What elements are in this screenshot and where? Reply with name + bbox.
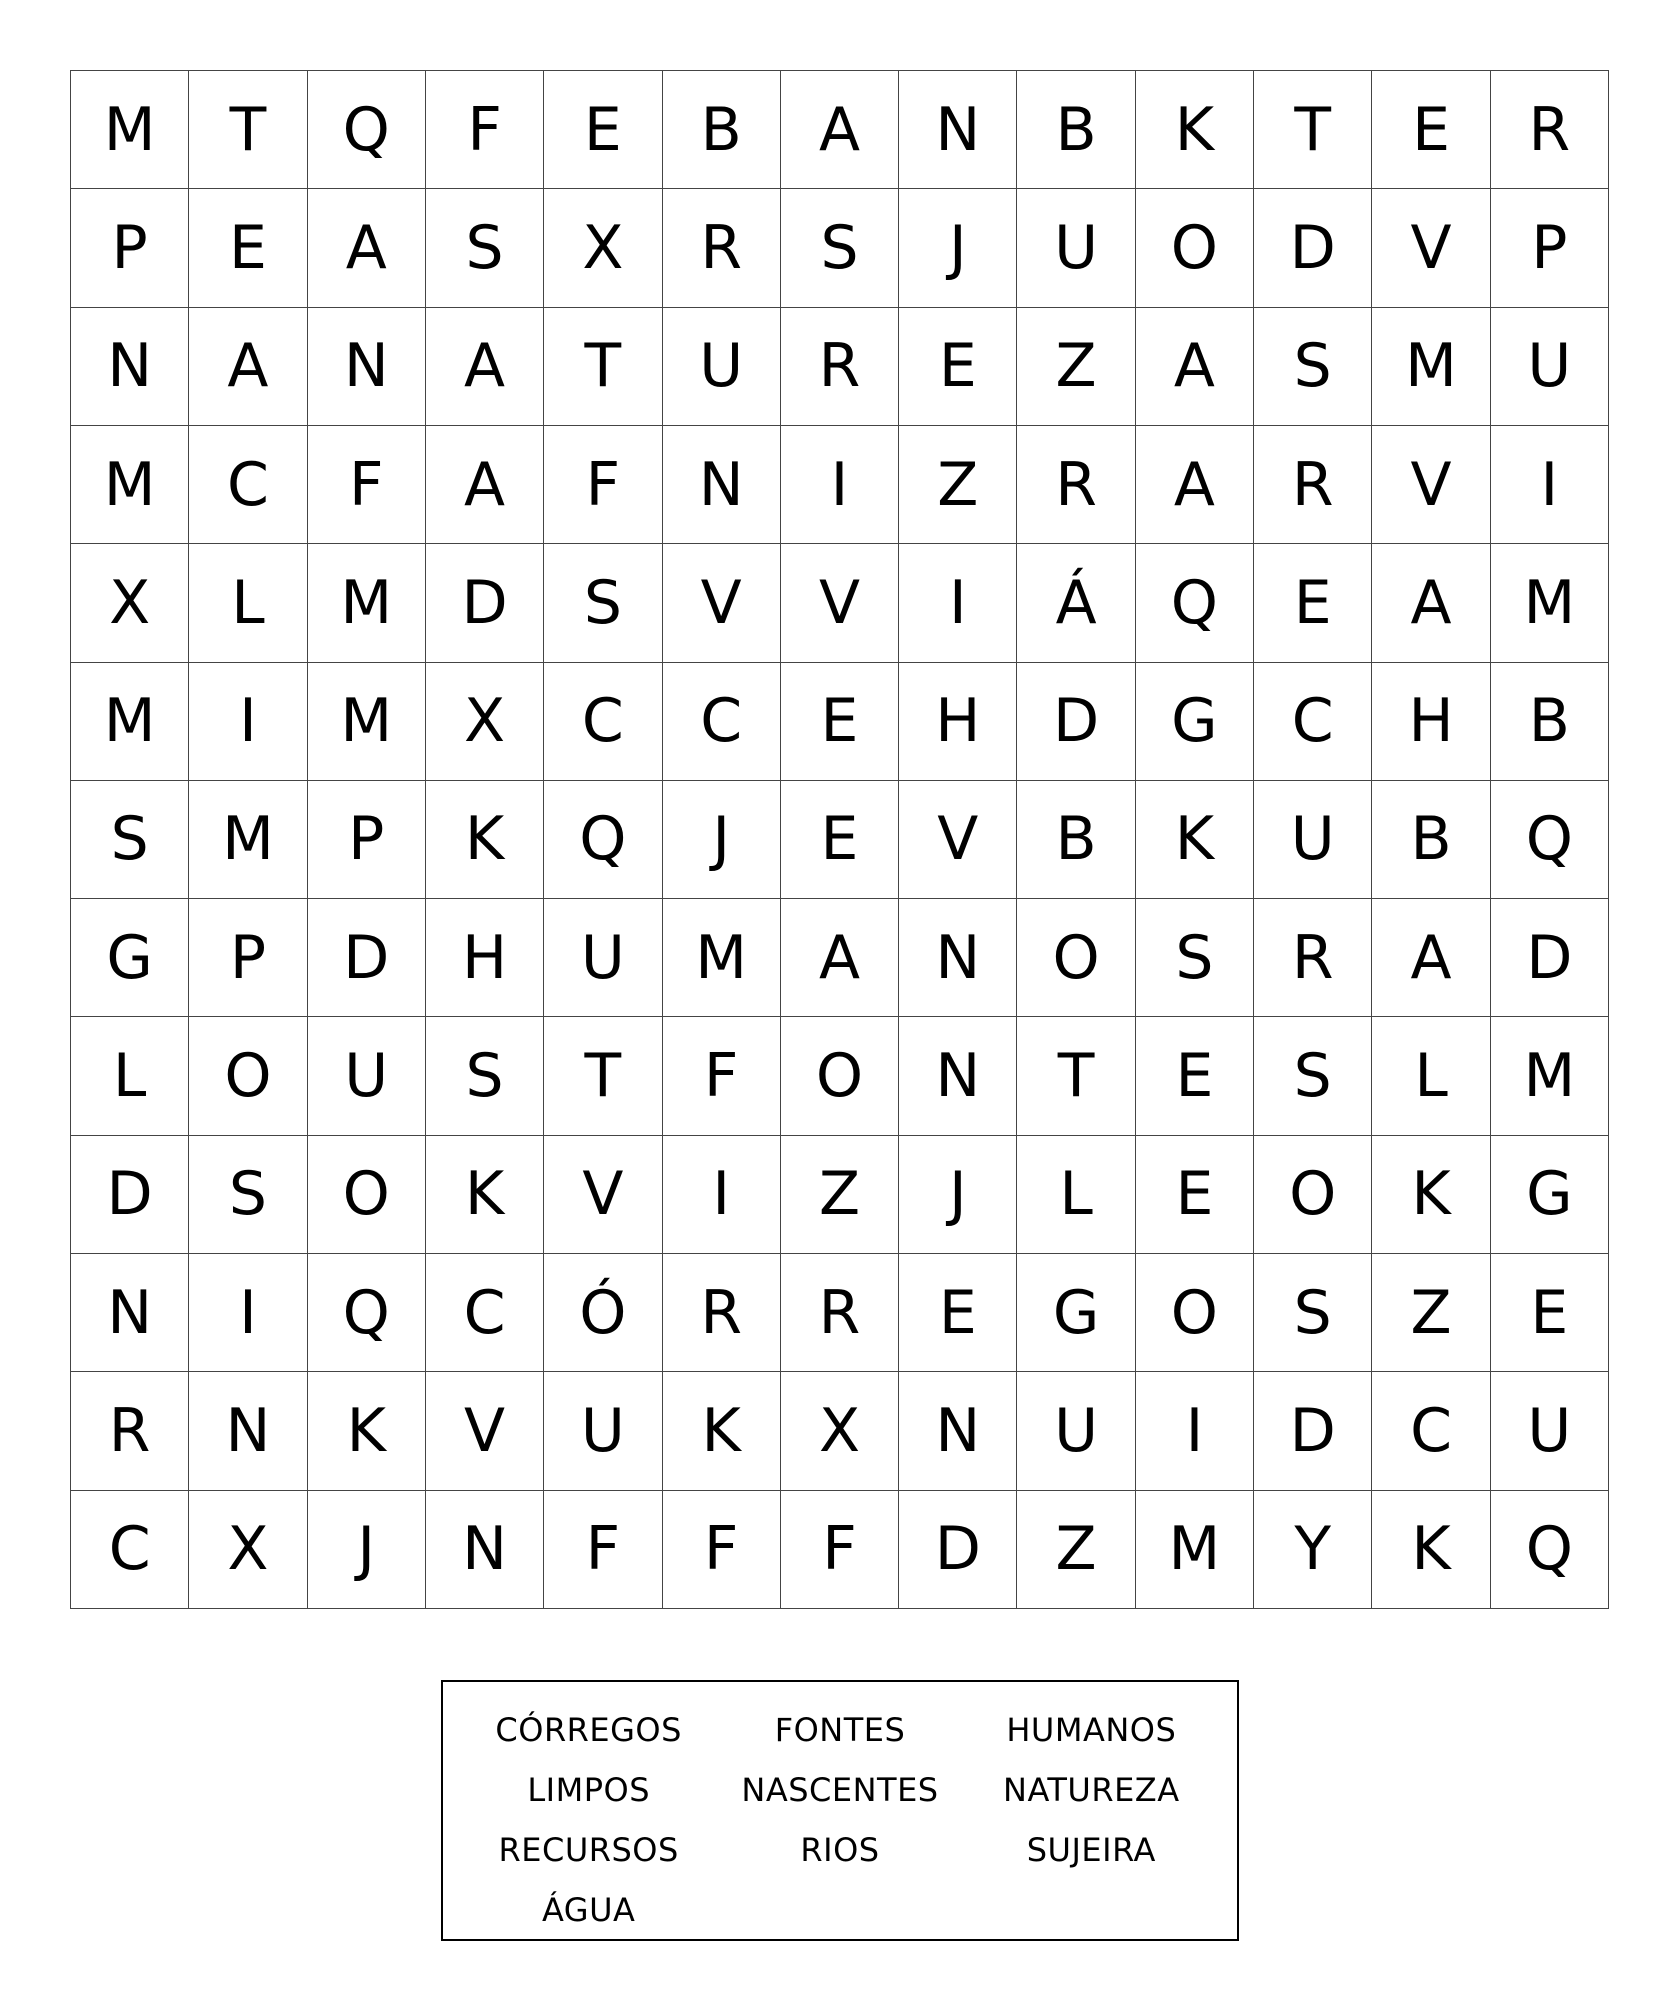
grid-cell[interactable]: B [663, 71, 781, 189]
grid-cell[interactable]: M [1491, 1017, 1609, 1135]
grid-cell[interactable]: U [544, 1372, 662, 1490]
grid-cell[interactable]: A [189, 308, 307, 426]
grid-cell[interactable]: Á [1017, 544, 1135, 662]
grid-cell[interactable]: U [1491, 308, 1609, 426]
grid-cell[interactable]: F [663, 1491, 781, 1609]
grid-cell[interactable]: C [189, 426, 307, 544]
grid-cell[interactable]: O [1254, 1136, 1372, 1254]
grid-cell[interactable]: F [544, 1491, 662, 1609]
letter-grid [70, 70, 1609, 1609]
grid-cell[interactable]: S [1254, 1254, 1372, 1372]
grid-cell[interactable]: M [71, 426, 189, 544]
grid-cell[interactable]: L [189, 544, 307, 662]
grid-cell[interactable]: P [308, 781, 426, 899]
grid-cell[interactable]: L [1017, 1136, 1135, 1254]
grid-cell[interactable]: G [1017, 1254, 1135, 1372]
grid-cell[interactable]: V [781, 544, 899, 662]
grid-cell[interactable]: D [1254, 189, 1372, 307]
word-list-item: SUJEIRA [1026, 1831, 1156, 1869]
grid-cell[interactable]: E [781, 781, 899, 899]
grid-cell[interactable]: C [1372, 1372, 1490, 1490]
grid-cell[interactable]: S [1254, 1017, 1372, 1135]
grid-cell[interactable]: M [189, 781, 307, 899]
grid-cell[interactable]: V [899, 781, 1017, 899]
grid-cell[interactable]: M [1372, 308, 1490, 426]
grid-cell[interactable]: I [1136, 1372, 1254, 1490]
grid-cell[interactable]: D [1491, 899, 1609, 1017]
grid-cell[interactable]: M [1136, 1491, 1254, 1609]
grid-cell[interactable]: I [189, 1254, 307, 1372]
grid-cell[interactable]: Y [1254, 1491, 1372, 1609]
grid-cell[interactable]: A [308, 189, 426, 307]
grid-cell[interactable]: X [71, 544, 189, 662]
grid-cell[interactable]: U [308, 1017, 426, 1135]
grid-cell[interactable]: S [1254, 308, 1372, 426]
grid-cell[interactable]: A [426, 426, 544, 544]
grid-cell[interactable]: V [1372, 426, 1490, 544]
grid-cell[interactable]: Z [1017, 308, 1135, 426]
grid-cell[interactable]: E [189, 189, 307, 307]
grid-cell[interactable]: R [1254, 899, 1372, 1017]
grid-cell[interactable]: A [781, 899, 899, 1017]
grid-cell[interactable]: I [781, 426, 899, 544]
grid-cell[interactable]: E [899, 1254, 1017, 1372]
grid-cell[interactable]: K [1372, 1491, 1490, 1609]
grid-cell[interactable]: F [308, 426, 426, 544]
grid-cell[interactable]: F [426, 71, 544, 189]
grid-cell[interactable]: K [426, 1136, 544, 1254]
grid-cell[interactable]: S [71, 781, 189, 899]
grid-cell[interactable]: F [781, 1491, 899, 1609]
grid-cell[interactable]: J [308, 1491, 426, 1609]
grid-cell[interactable]: Q [308, 71, 426, 189]
grid-cell[interactable]: S [426, 189, 544, 307]
grid-cell[interactable]: P [71, 189, 189, 307]
grid-cell[interactable]: E [544, 71, 662, 189]
grid-cell[interactable]: U [1254, 781, 1372, 899]
grid-cell[interactable]: D [426, 544, 544, 662]
word-list-item: FONTES [774, 1711, 906, 1749]
grid-cell[interactable]: V [544, 1136, 662, 1254]
grid-cell[interactable]: D [308, 899, 426, 1017]
grid-cell[interactable]: T [544, 1017, 662, 1135]
grid-cell[interactable]: O [308, 1136, 426, 1254]
grid-cell[interactable]: R [1017, 426, 1135, 544]
grid-cell[interactable]: B [1491, 663, 1609, 781]
word-list-item: HUMANOS [1006, 1711, 1177, 1749]
grid-cell[interactable]: D [899, 1491, 1017, 1609]
grid-cell[interactable]: E [781, 663, 899, 781]
grid-cell[interactable]: M [308, 663, 426, 781]
grid-cell[interactable]: I [189, 663, 307, 781]
grid-cell[interactable]: O [1017, 899, 1135, 1017]
grid-cell[interactable]: Z [1372, 1254, 1490, 1372]
grid-cell[interactable]: A [1372, 899, 1490, 1017]
grid-cell[interactable]: Q [308, 1254, 426, 1372]
grid-cell[interactable]: G [1136, 663, 1254, 781]
grid-cell[interactable]: G [71, 899, 189, 1017]
grid-cell[interactable]: N [71, 308, 189, 426]
grid-cell[interactable]: Q [1136, 544, 1254, 662]
grid-cell[interactable]: L [1372, 1017, 1490, 1135]
grid-cell[interactable]: C [426, 1254, 544, 1372]
grid-cell[interactable]: Z [781, 1136, 899, 1254]
grid-cell[interactable]: B [1017, 781, 1135, 899]
grid-cell[interactable]: V [426, 1372, 544, 1490]
grid-cell[interactable]: E [1136, 1136, 1254, 1254]
grid-cell[interactable]: A [426, 308, 544, 426]
grid-cell[interactable]: A [781, 71, 899, 189]
grid-cell[interactable]: Z [899, 426, 1017, 544]
grid-cell[interactable]: R [1254, 426, 1372, 544]
grid-cell[interactable]: K [308, 1372, 426, 1490]
grid-cell[interactable]: I [899, 544, 1017, 662]
grid-cell[interactable]: F [544, 426, 662, 544]
word-list-item: NATUREZA [1003, 1771, 1180, 1809]
grid-cell[interactable]: E [1491, 1254, 1609, 1372]
grid-cell[interactable]: I [1491, 426, 1609, 544]
grid-cell[interactable]: V [663, 544, 781, 662]
grid-cell[interactable]: R [781, 308, 899, 426]
word-list-item: LIMPOS [527, 1771, 650, 1809]
grid-cell[interactable]: C [663, 663, 781, 781]
word-list-item: RIOS [800, 1831, 880, 1869]
grid-cell[interactable]: R [781, 1254, 899, 1372]
grid-cell[interactable]: R [663, 189, 781, 307]
grid-cell[interactable]: K [1136, 71, 1254, 189]
grid-cell[interactable]: A [1372, 544, 1490, 662]
grid-cell[interactable]: N [899, 71, 1017, 189]
grid-cell[interactable]: D [1254, 1372, 1372, 1490]
grid-cell[interactable]: O [189, 1017, 307, 1135]
grid-cell[interactable]: Z [1017, 1491, 1135, 1609]
grid-cell[interactable]: P [1491, 189, 1609, 307]
grid-cell[interactable]: N [189, 1372, 307, 1490]
grid-cell[interactable]: J [899, 189, 1017, 307]
grid-cell[interactable]: I [663, 1136, 781, 1254]
grid-cell[interactable]: M [663, 899, 781, 1017]
grid-cell[interactable]: D [71, 1136, 189, 1254]
grid-cell[interactable]: S [781, 189, 899, 307]
grid-cell[interactable]: X [189, 1491, 307, 1609]
grid-cell[interactable]: C [1254, 663, 1372, 781]
grid-cell[interactable]: U [1017, 189, 1135, 307]
grid-cell[interactable]: Ó [544, 1254, 662, 1372]
grid-cell[interactable]: N [899, 1372, 1017, 1490]
grid-cell[interactable]: T [189, 71, 307, 189]
grid-cell[interactable]: R [1491, 71, 1609, 189]
grid-cell[interactable]: K [663, 1372, 781, 1490]
word-list-item: NASCENTES [741, 1771, 939, 1809]
grid-cell[interactable]: H [1372, 663, 1490, 781]
grid-cell[interactable]: Q [1491, 781, 1609, 899]
grid-cell[interactable]: U [1491, 1372, 1609, 1490]
grid-cell[interactable]: F [663, 1017, 781, 1135]
grid-cell[interactable]: U [1017, 1372, 1135, 1490]
grid-cell[interactable]: N [426, 1491, 544, 1609]
grid-cell[interactable]: E [1254, 544, 1372, 662]
grid-cell[interactable]: X [544, 189, 662, 307]
grid-cell[interactable]: H [426, 899, 544, 1017]
grid-cell[interactable]: J [663, 781, 781, 899]
grid-cell[interactable]: G [1491, 1136, 1609, 1254]
grid-cell[interactable]: J [899, 1136, 1017, 1254]
grid-cell[interactable]: S [189, 1136, 307, 1254]
grid-cell[interactable]: T [544, 308, 662, 426]
grid-cell[interactable]: B [1372, 781, 1490, 899]
grid-cell[interactable]: A [1136, 426, 1254, 544]
grid-cell[interactable]: A [1136, 308, 1254, 426]
grid-cell[interactable]: C [544, 663, 662, 781]
grid-cell[interactable]: T [1254, 71, 1372, 189]
grid-cell[interactable]: X [426, 663, 544, 781]
grid-cell[interactable]: Q [544, 781, 662, 899]
grid-cell[interactable]: E [899, 308, 1017, 426]
grid-cell[interactable]: N [899, 899, 1017, 1017]
grid-cell[interactable]: O [1136, 1254, 1254, 1372]
grid-cell[interactable]: H [899, 663, 1017, 781]
grid-cell[interactable]: M [71, 663, 189, 781]
grid-cell[interactable]: V [1372, 189, 1490, 307]
grid-cell[interactable]: D [1017, 663, 1135, 781]
grid-cell[interactable]: K [1136, 781, 1254, 899]
grid-cell[interactable]: E [1372, 71, 1490, 189]
grid-cell[interactable]: T [1017, 1017, 1135, 1135]
grid-cell[interactable]: N [308, 308, 426, 426]
grid-cell[interactable]: M [1491, 544, 1609, 662]
grid-cell[interactable]: B [1017, 71, 1135, 189]
grid-cell[interactable]: K [426, 781, 544, 899]
grid-cell[interactable]: E [1136, 1017, 1254, 1135]
grid-cell[interactable]: X [781, 1372, 899, 1490]
grid-cell[interactable]: R [71, 1372, 189, 1490]
grid-cell[interactable]: K [1372, 1136, 1490, 1254]
grid-cell[interactable]: N [71, 1254, 189, 1372]
grid-cell[interactable]: O [781, 1017, 899, 1135]
grid-cell[interactable]: C [71, 1491, 189, 1609]
grid-cell[interactable]: N [663, 426, 781, 544]
grid-cell[interactable]: U [544, 899, 662, 1017]
word-list-item: RECURSOS [498, 1831, 679, 1869]
grid-cell[interactable]: Q [1491, 1491, 1609, 1609]
word-list [441, 1680, 1239, 1941]
grid-cell[interactable]: S [426, 1017, 544, 1135]
grid-cell[interactable]: M [71, 71, 189, 189]
grid-cell[interactable]: S [544, 544, 662, 662]
grid-cell[interactable]: R [663, 1254, 781, 1372]
grid-cell[interactable]: O [1136, 189, 1254, 307]
grid-cell[interactable]: M [308, 544, 426, 662]
grid-cell[interactable]: U [663, 308, 781, 426]
grid-cell[interactable]: N [899, 1017, 1017, 1135]
word-list-item: CÓRREGOS [495, 1711, 682, 1749]
grid-cell[interactable]: L [71, 1017, 189, 1135]
grid-cell[interactable]: P [189, 899, 307, 1017]
grid-cell[interactable]: S [1136, 899, 1254, 1017]
word-list-item: ÁGUA [541, 1891, 636, 1929]
